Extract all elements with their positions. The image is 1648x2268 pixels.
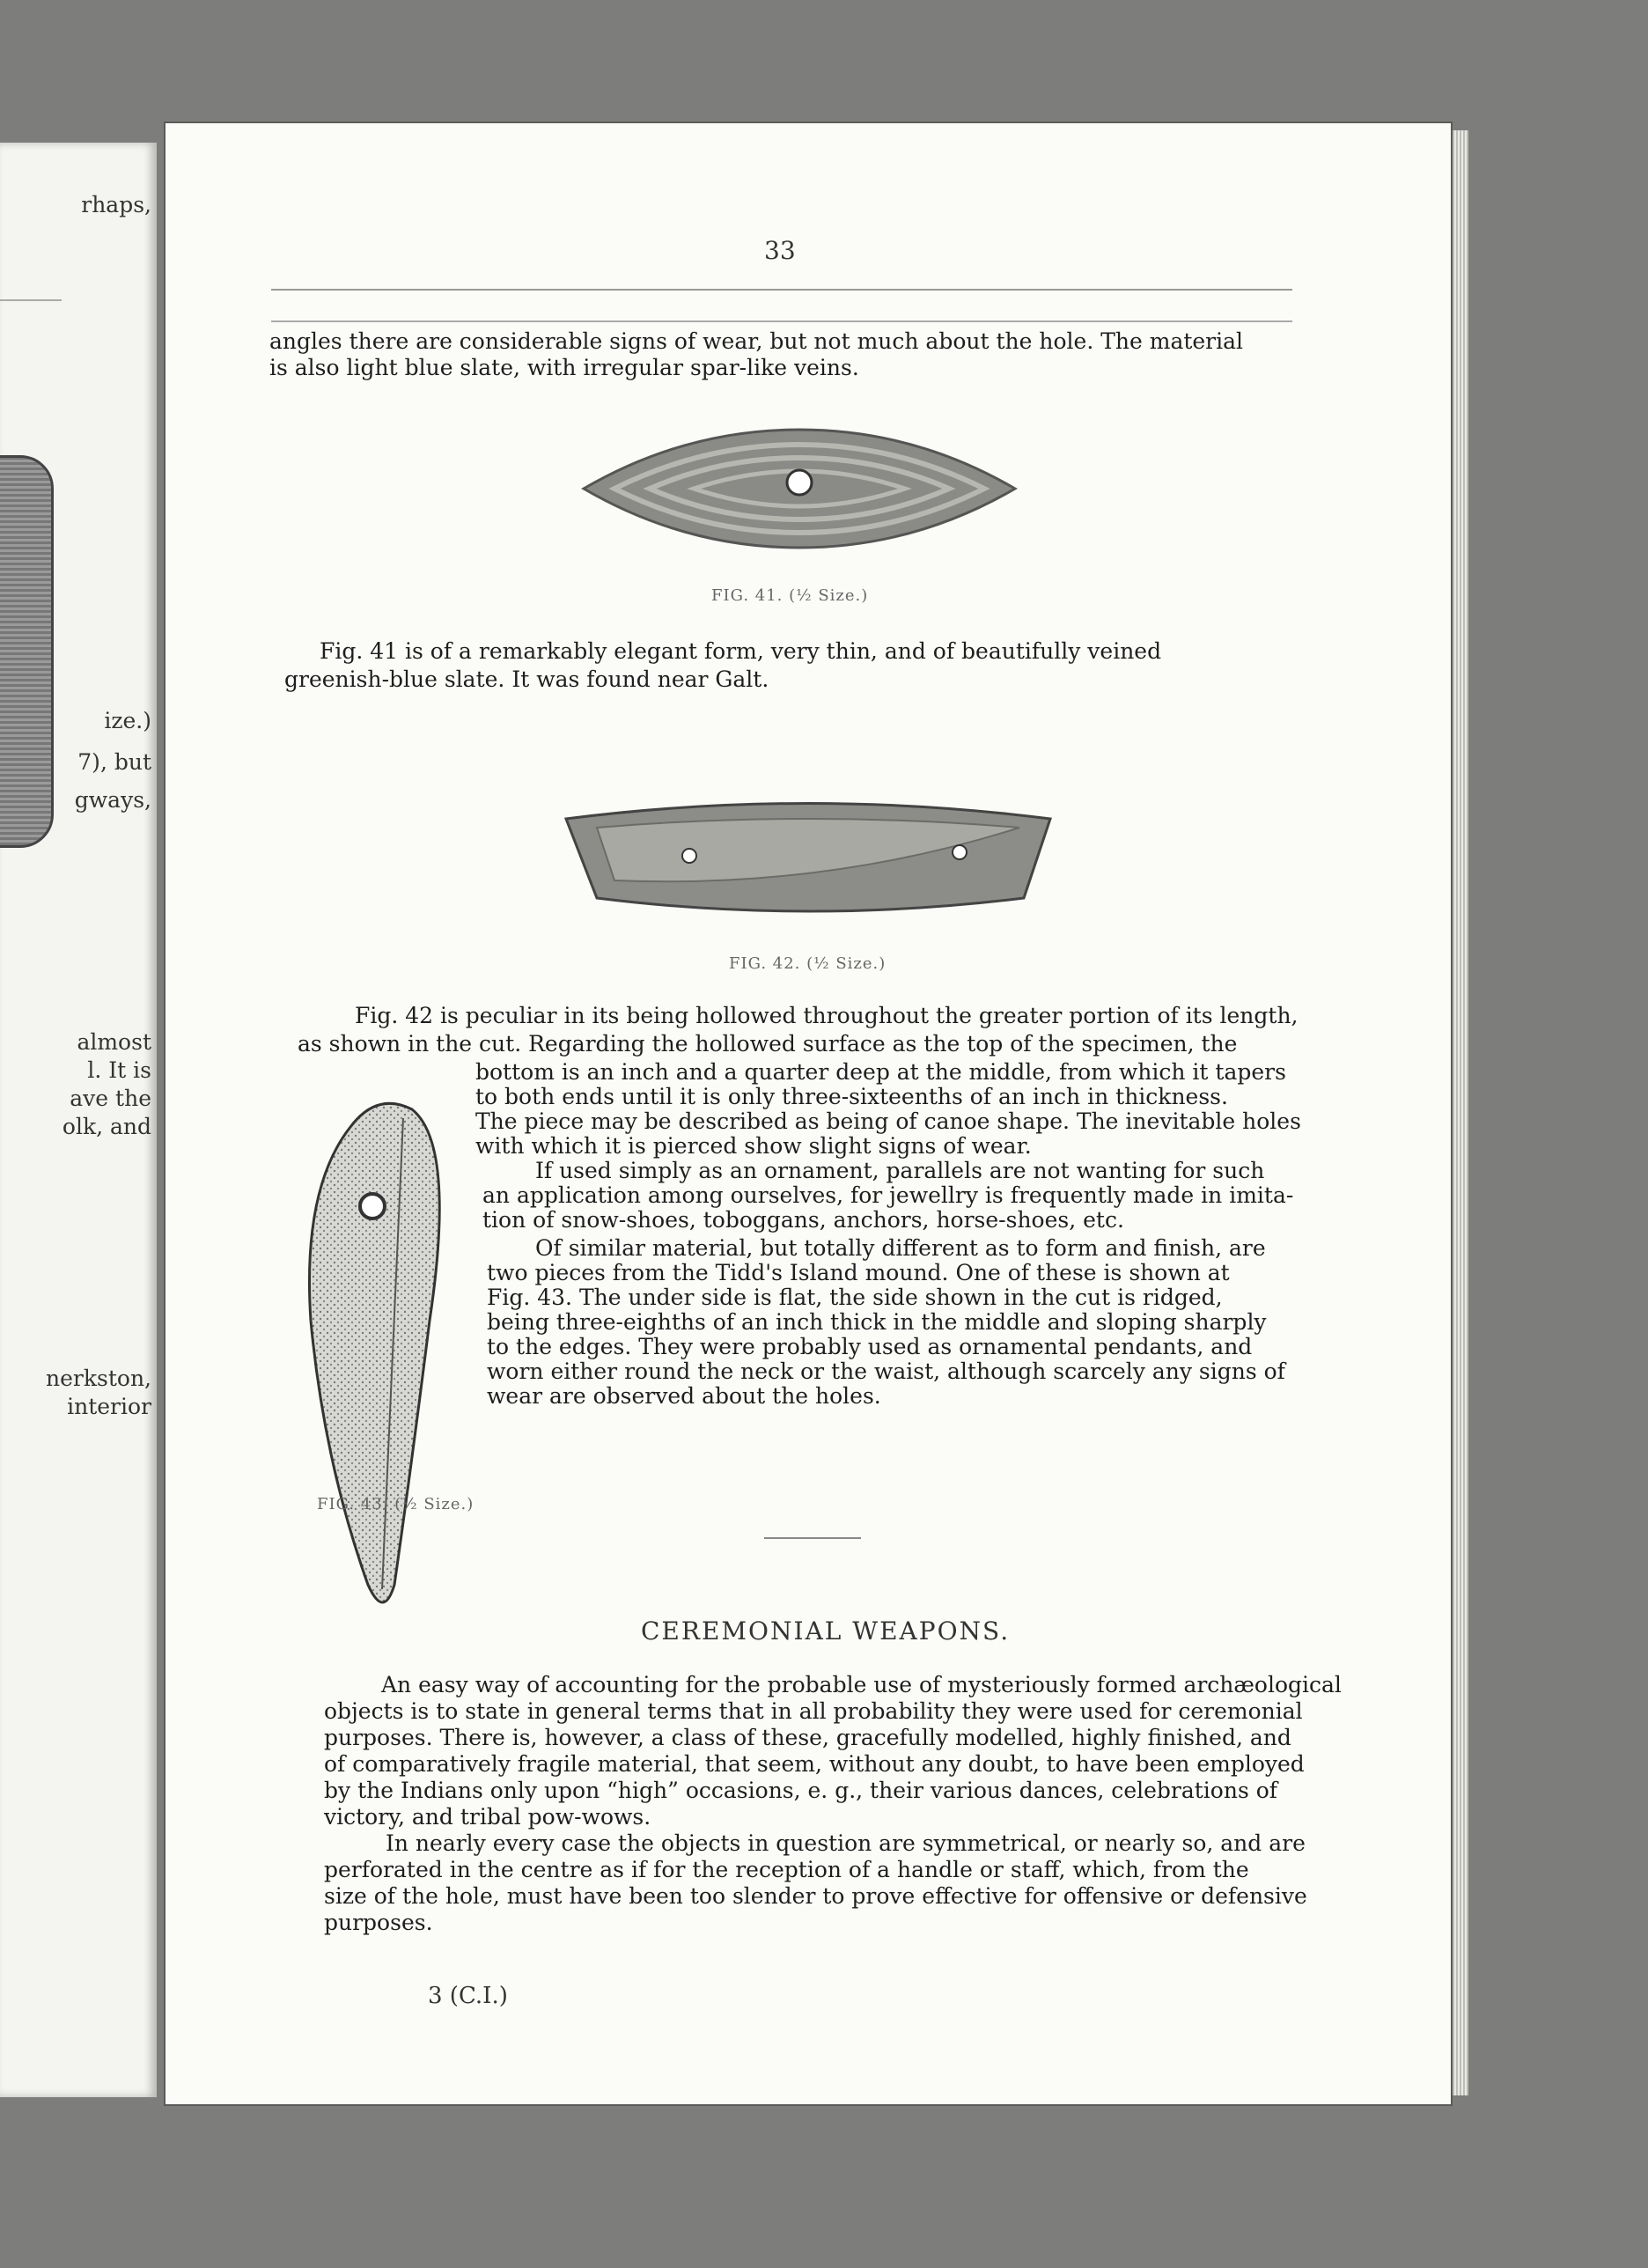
left-page-figure — [0, 455, 54, 848]
left-page-line: gways, — [74, 787, 151, 813]
ceremonial-1-line-4: of comparatively fragile material, that seem, without any doubt, to have been employed — [324, 1751, 1305, 1777]
left-page-line: rhaps, — [81, 192, 151, 217]
section-divider — [764, 1537, 861, 1539]
page-edge — [1451, 130, 1468, 2095]
similar-line-4: being three-eighths of an inch thick in the middle and sloping sharply — [487, 1309, 1267, 1335]
book-page — [166, 123, 1451, 2104]
left-page-line: interior — [67, 1394, 151, 1419]
ceremonial-2-line-2: perforated in the centre as if for the reception of a handle or staff, which, from the — [324, 1857, 1249, 1882]
fig42-indent-line-1: bottom is an inch and a quarter deep at the middle, from which it tapers — [475, 1059, 1286, 1085]
fig41-caption: FIG. 41. (½ Size.) — [711, 586, 869, 605]
similar-line-2: two pieces from the Tidd's Island mound. One of these is shown at — [487, 1260, 1230, 1285]
fig41-illustration — [579, 423, 1019, 555]
ornament-line-1: If used simply as an ornament, parallels are not wanting for such — [535, 1158, 1265, 1183]
fig43-illustration — [298, 1092, 456, 1620]
fig42-caption: FIG. 42. (½ Size.) — [729, 954, 887, 973]
left-page-line: almost — [77, 1029, 151, 1055]
intro-line-1: angles there are considerable signs of wear, but not much about the hole. The material — [269, 328, 1244, 354]
ceremonial-1-line-6: victory, and tribal pow-wows. — [324, 1804, 651, 1830]
fig42-indent-line-3: The piece may be described as being of canoe shape. The inevitable holes — [475, 1108, 1301, 1134]
signature-mark: 3 (C.I.) — [428, 1983, 508, 2009]
fig41-text-line-1: Fig. 41 is of a remarkably elegant form, very thin, and of beautifully veined — [320, 638, 1162, 664]
section-heading: CEREMONIAL WEAPONS. — [641, 1616, 1011, 1646]
fig42-illustration — [562, 792, 1055, 924]
ornament-line-3: tion of snow-shoes, toboggans, anchors, horse-shoes, etc. — [482, 1207, 1124, 1233]
fig42-indent-line-4: with which it is pierced show slight signs of wear. — [475, 1133, 1032, 1159]
ceremonial-2-line-4: purposes. — [324, 1910, 433, 1935]
left-page-line: l. It is — [87, 1057, 151, 1083]
fig42-text-line-1: Fig. 42 is peculiar in its being hollowed throughout the greater portion of its length, — [355, 1003, 1299, 1028]
intro-line-2: is also light blue slate, with irregular spar-like veins. — [269, 355, 859, 380]
ceremonial-1-line-2: objects is to state in general terms that in all probability they were used for ceremonial — [324, 1698, 1303, 1724]
fig42-indent-line-2: to both ends until it is only three-sixteenths of an inch in thickness. — [475, 1084, 1228, 1109]
left-page-line: ize.) — [104, 708, 151, 733]
left-page-line: nerkston, — [46, 1366, 151, 1391]
ceremonial-2-line-1: In nearly every case the objects in question are symmetrical, or nearly so, and are — [386, 1830, 1306, 1856]
header-rule-top — [271, 289, 1292, 291]
header-rule-bottom — [271, 320, 1292, 322]
ornament-line-2: an application among ourselves, for jewellry is frequently made in imita- — [482, 1182, 1294, 1208]
fig42-text-line-2: as shown in the cut. Regarding the hollowed surface as the top of the specimen, the — [298, 1031, 1238, 1057]
similar-line-7: wear are observed about the holes. — [487, 1383, 881, 1409]
similar-line-3: Fig. 43. The under side is flat, the side shown in the cut is ridged, — [487, 1285, 1223, 1310]
page-number: 33 — [764, 236, 796, 265]
left-page-line: 7), but — [77, 749, 151, 775]
ceremonial-2-line-3: size of the hole, must have been too slender to prove effective for offensive or defensive — [324, 1883, 1307, 1909]
ceremonial-1-line-1: An easy way of accounting for the probable use of mysteriously formed archæological — [381, 1672, 1342, 1697]
ceremonial-1-line-5: by the Indians only upon “high” occasions, e. g., their various dances, celebrations of — [324, 1778, 1278, 1803]
left-page-line: ave the — [70, 1086, 151, 1111]
ceremonial-1-line-3: purposes. There is, however, a class of these, gracefully modelled, highly finished, and — [324, 1725, 1291, 1750]
fig43-caption: FIG. 43. (½ Size.) — [317, 1495, 475, 1513]
left-page-rule — [0, 299, 62, 301]
left-page-line: olk, and — [62, 1114, 151, 1139]
left-page-fragment — [0, 143, 157, 2097]
similar-line-6: worn either round the neck or the waist, although scarcely any signs of — [487, 1359, 1285, 1384]
fig41-text-line-2: greenish-blue slate. It was found near Galt. — [284, 666, 769, 692]
similar-line-5: to the edges. They were probably used as ornamental pendants, and — [487, 1334, 1253, 1359]
similar-line-1: Of similar material, but totally different as to form and finish, are — [535, 1235, 1266, 1261]
